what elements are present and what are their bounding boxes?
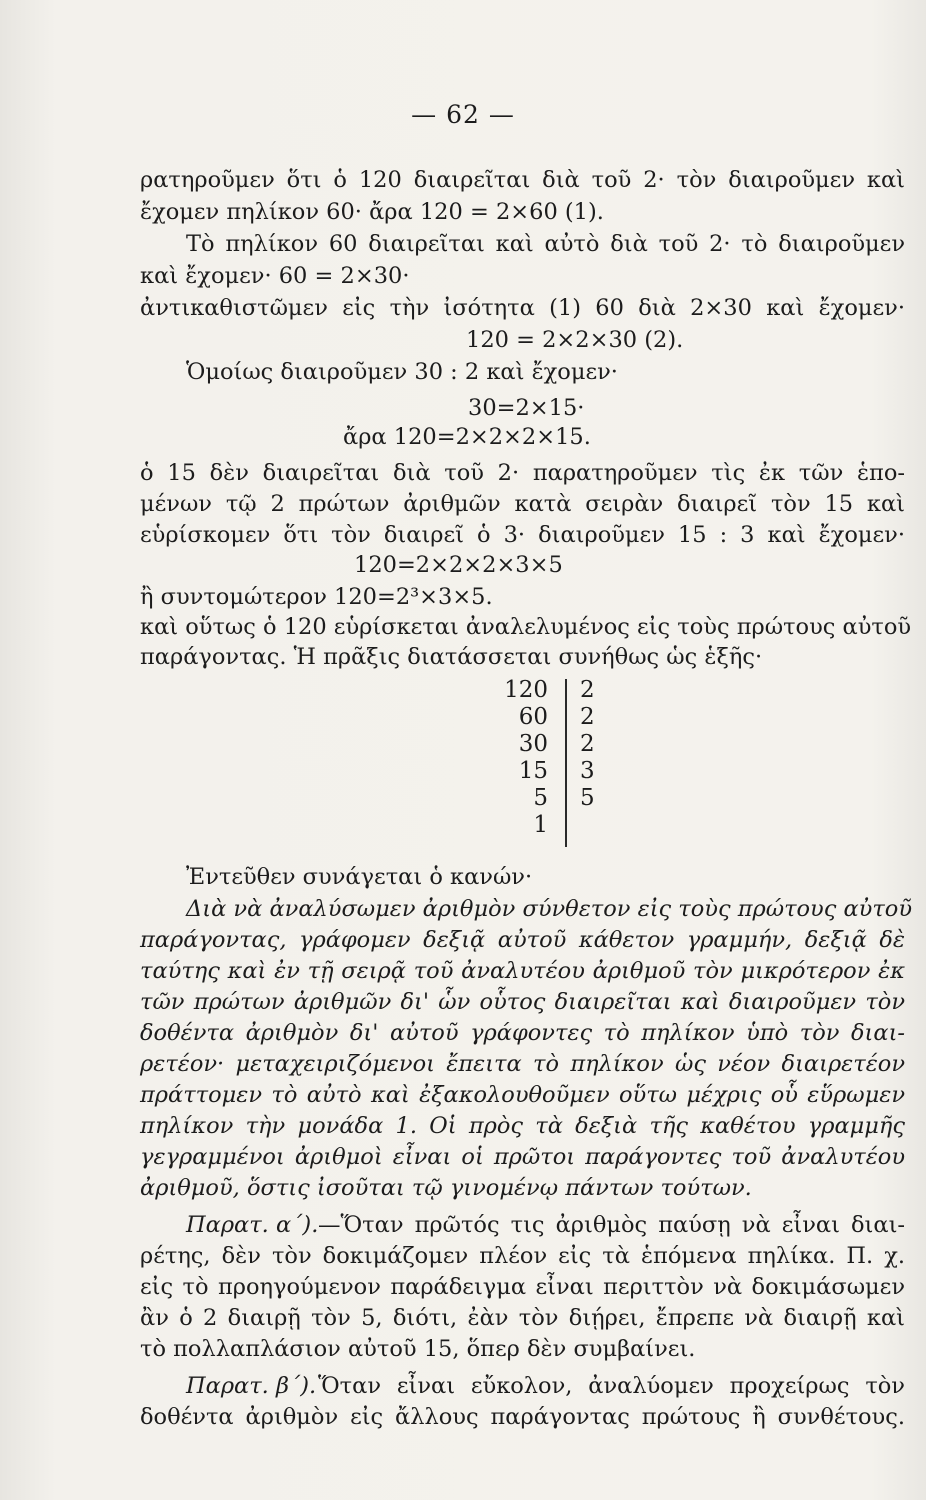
factor-cell: 2 bbox=[580, 704, 595, 730]
rule-line: ταύτης καὶ ἐν τῇ σειρᾷ τοῦ ἀναλυτέου ἀριθμοῦ τὸν μικρότερον ἐκ bbox=[140, 958, 905, 984]
factor-cell: 5 bbox=[580, 785, 595, 811]
text-line: παράγοντας. Ἡ πρᾶξις διατάσσεται συνήθως ὡς ἑξῆς· bbox=[140, 644, 763, 670]
rule-line: τῶν πρώτων ἀριθμῶν δι' ὧν οὗτος διαιρεῖται καὶ διαιροῦμεν τὸν bbox=[140, 989, 905, 1015]
equation-line: 30=2×15· bbox=[468, 395, 585, 421]
factor-cell: 3 bbox=[580, 758, 595, 784]
note-b-line: δοθέντα ἀριθμὸν εἰς ἄλλους παράγοντας πρώτους ἢ συνθέτους. bbox=[140, 1404, 905, 1430]
text-line: Ὁμοίως διαιροῦμεν 30 : 2 καὶ ἔχομεν· bbox=[186, 359, 618, 385]
table-row bbox=[488, 731, 620, 758]
note-a-label: Παρατ. α΄). bbox=[186, 1212, 319, 1238]
note-a-line: —Ὅταν πρῶτός τις ἀριθμὸς παύσῃ νὰ εἶναι διαι- bbox=[318, 1212, 905, 1238]
table-row bbox=[488, 812, 620, 839]
note-a-line: τὸ πολλαπλάσιον αὐτοῦ 15, ὅπερ δὲν συμβαίνει. bbox=[140, 1336, 696, 1362]
note-a-line: ρέτης, δὲν τὸν δοκιμάζομεν πλέον εἰς τὰ ἑπόμενα πηλίκα. Π. χ. bbox=[140, 1243, 905, 1269]
equation-line: ἄρα 120=2×2×2×15. bbox=[343, 424, 591, 450]
factor-cell: 2 bbox=[580, 677, 595, 703]
table-row bbox=[488, 704, 620, 731]
quotient-cell: 120 bbox=[504, 677, 548, 703]
rule-line: γεγραμμένοι ἀριθμοὶ εἶναι οἱ πρῶτοι παράγοντες τοῦ ἀναλυτέου bbox=[140, 1144, 905, 1170]
text-line: εὑρίσκομεν ὅτι τὸν διαιρεῖ ὁ 3· διαιροῦμεν 15 : 3 καὶ ἔχομεν· bbox=[140, 522, 905, 548]
text-line: ἔχομεν πηλίκον 60· ἄρα 120 = 2×60 (1). bbox=[140, 199, 604, 225]
vertical-division-line bbox=[565, 679, 567, 847]
equation-line: 120=2×2×2×3×5 bbox=[354, 552, 563, 578]
text-line: μένων τῷ 2 πρώτων ἀριθμῶν κατὰ σειρὰν διαιρεῖ τὸν 15 καὶ bbox=[140, 491, 905, 517]
text-line: Τὸ πηλίκον 60 διαιρεῖται καὶ αὐτὸ διὰ τοῦ 2· τὸ διαιροῦμεν bbox=[186, 231, 905, 257]
text-line: ὁ 15 δὲν διαιρεῖται διὰ τοῦ 2· παρατηροῦμεν τὶς ἐκ τῶν ἑπο- bbox=[140, 460, 905, 486]
text-line: ἀντικαθιστῶμεν εἰς τὴν ἰσότητα (1) 60 διὰ 2×30 καὶ ἔχομεν· bbox=[140, 295, 905, 321]
text-line: ρατηροῦμεν ὅτι ὁ 120 διαιρεῖται διὰ τοῦ 2· τὸν διαιροῦμεν καὶ bbox=[140, 167, 905, 193]
note-b-line: Ὅταν εἶναι εὔκολον, ἀναλύομεν προχείρως τὸν bbox=[318, 1373, 905, 1399]
note-a-line: εἰς τὸ προηγούμενον παράδειγμα εἶναι περιττὸν νὰ δοκιμάσωμεν bbox=[140, 1274, 905, 1300]
rule-line: Διὰ νὰ ἀναλύσωμεν ἀριθμὸν σύνθετον εἰς τοὺς πρώτους αὐτοῦ bbox=[186, 896, 913, 922]
text-line: καὶ ἔχομεν· 60 = 2×30· bbox=[140, 263, 410, 289]
rule-line: ρετέον· μεταχειριζόμενοι ἔπειτα τὸ πηλίκον ὡς νέον διαιρετέον bbox=[140, 1051, 905, 1077]
rule-intro: Ἐντεῦθεν συνάγεται ὁ κανών· bbox=[186, 864, 533, 890]
rule-line: ἀριθμοῦ, ὅστις ἰσοῦται τῷ γινομένῳ πάντων τούτων. bbox=[140, 1175, 752, 1201]
table-row bbox=[488, 677, 620, 704]
page-number: — 62 — bbox=[411, 100, 515, 129]
equation-line: 120 = 2×2×30 (2). bbox=[466, 327, 684, 353]
rule-line: παράγοντας, γράφομεν δεξιᾷ αὐτοῦ κάθετον γραμμήν, δεξιᾷ δὲ bbox=[140, 927, 905, 953]
rule-line: πηλίκον τὴν μονάδα 1. Οἱ πρὸς τὰ δεξιὰ τῆς καθέτου γραμμῆς bbox=[140, 1113, 905, 1139]
table-row bbox=[488, 758, 620, 785]
rule-line: πράττομεν τὸ αὐτὸ καὶ ἐξακολουθοῦμεν οὕτω μέχρις οὗ εὕρωμεν bbox=[140, 1082, 905, 1108]
quotient-cell: 1 bbox=[533, 812, 548, 838]
factor-cell bbox=[566, 812, 620, 839]
note-a-line: ἂν ὁ 2 διαιρῇ τὸν 5, διότι, ἐὰν τὸν διῄρει, ἔπρεπε νὰ διαιρῇ καὶ bbox=[140, 1305, 905, 1331]
rule-line: δοθέντα ἀριθμὸν δι' αὐτοῦ γράφοντες τὸ πηλίκον ὑπὸ τὸν διαι- bbox=[140, 1020, 905, 1046]
text-line: ἢ συντομώτερον 120=2³×3×5. bbox=[140, 584, 493, 610]
quotient-cell: 5 bbox=[533, 785, 548, 811]
factor-cell: 2 bbox=[580, 731, 595, 757]
note-b-label: Παρατ. β΄). bbox=[186, 1373, 317, 1399]
factorization-table bbox=[488, 677, 620, 839]
quotient-cell: 60 bbox=[518, 704, 548, 730]
text-line: καὶ οὕτως ὁ 120 εὑρίσκεται ἀναλελυμένος εἰς τοὺς πρώτους αὐτοῦ bbox=[140, 614, 912, 640]
table-row bbox=[488, 785, 620, 812]
quotient-cell: 30 bbox=[518, 731, 548, 757]
quotient-cell: 15 bbox=[518, 758, 548, 784]
